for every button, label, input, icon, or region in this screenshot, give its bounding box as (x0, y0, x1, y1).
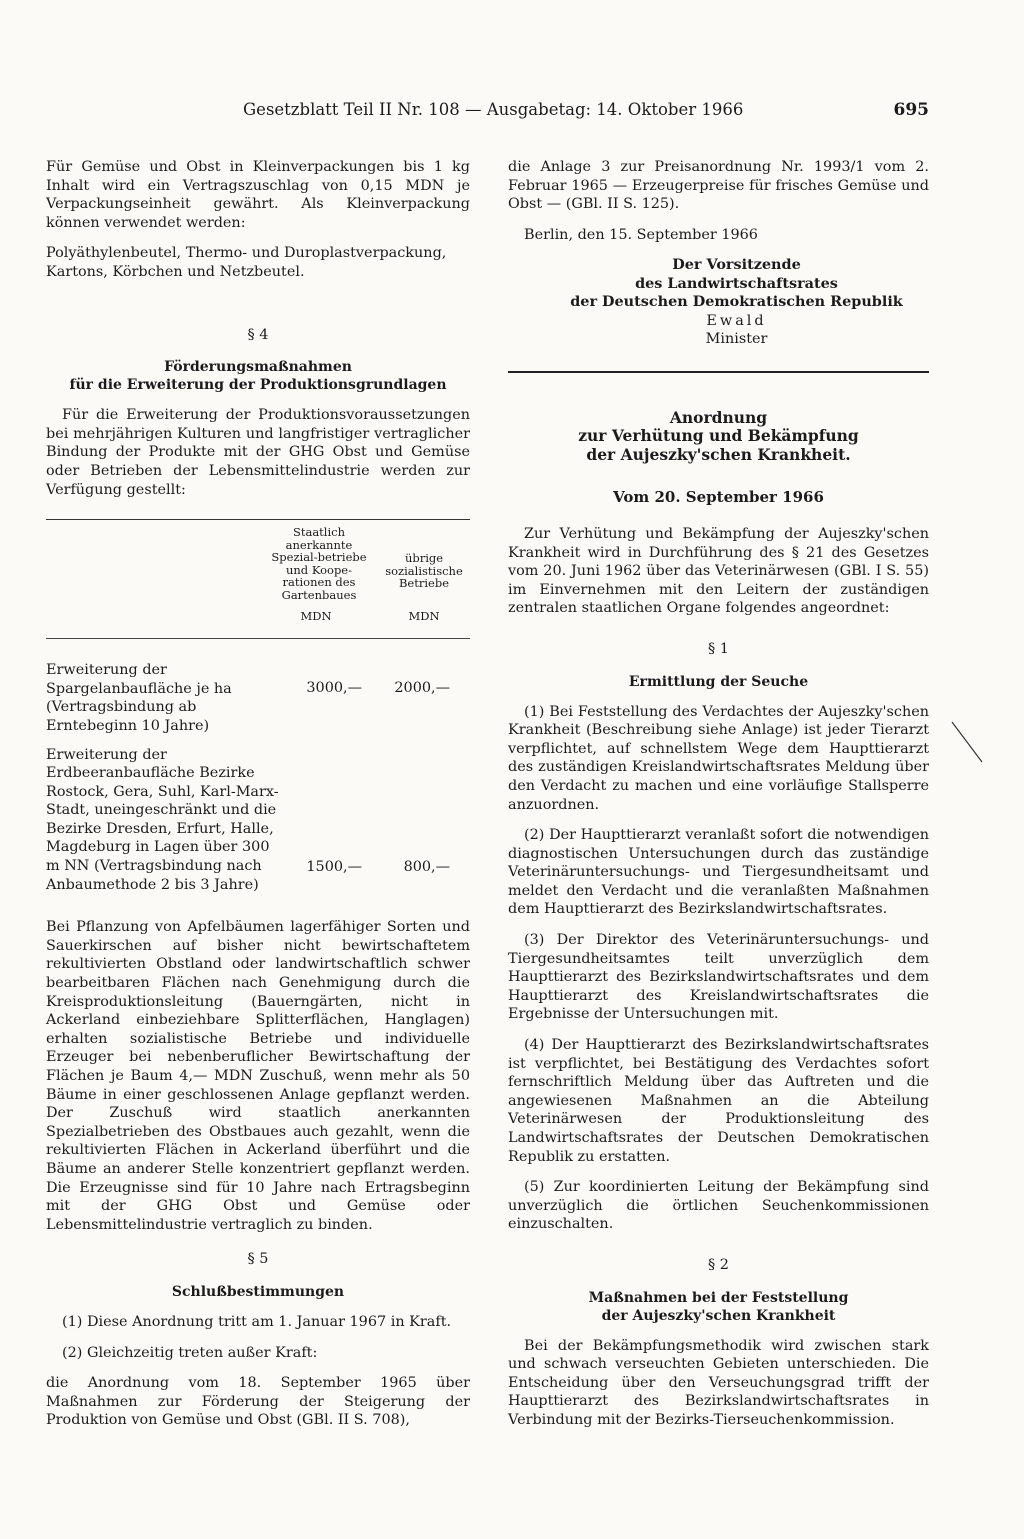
heading-line: Förderungsmaßnahmen (164, 359, 352, 376)
signature-name: Ewald (706, 312, 767, 329)
title-line: zur Verhütung und Bekämpfung (578, 426, 859, 446)
paragraph: Zur Verhütung und Bekämpfung der Aujeszky'schen Krankheit wird in Durchführung des § 21 des Gesetzes vom 20. Juni 1962 über das Veterinärwesen (GBl. I S. 55) im Einvernehmen mit den Leitern der zuständigen zentralen staatlichen Organe folgendes angeordnet: (508, 525, 929, 617)
margin-stroke-mark (948, 718, 988, 768)
signature-line: des Landwirtschaftsrates (635, 274, 838, 292)
paragraph: (2) Gleichzeitig treten außer Kraft: (62, 1344, 318, 1361)
signature-line: Der Vorsitzende (672, 256, 801, 274)
section-divider (508, 371, 929, 373)
section-2-heading (508, 1289, 929, 1325)
section-1-sign: § 1 (708, 640, 729, 657)
table-value: 800,— (403, 858, 450, 875)
table-row (46, 661, 470, 735)
publication-title: Gesetzblatt Teil II Nr. 108 — Ausgabetag: 14. Oktober 1966 (243, 100, 744, 119)
table-top-rule (46, 519, 470, 520)
paragraph: (4) Der Haupttierarzt des Bezirkslandwirtschaftsrates ist verpflichtet, bei Bestätigung des Verdachtes sofort fernschriftlich Meldung über das Auftreten und die angewiesenen Maßnahmen an die Abteilung Veterinärwesen der Produktionsleitung des Landwirtschaftsrates der Deutschen Demokratischen Republik zu erstatten. (508, 1037, 929, 1165)
section-2-sign: § 2 (708, 1256, 729, 1273)
paragraph: (2) Der Haupttierarzt veranlaßt sofort die notwendigen diagnostischen Untersuchungen durch das zuständige Veterinäruntersuchungs- und Tiergesundheitsamt und meldet den Verdacht und die veranlaßten Maßnahmen dem Haupttierarzt des Bezirkslandwirtschaftsrates. (508, 827, 929, 918)
paragraph: (5) Zur koordinierten Leitung der Bekämpfung sind unverzüglich die örtlichen Seuchenkommissionen einzuschalten. (508, 1179, 929, 1233)
table-value: 3000,— (306, 680, 362, 697)
table-value: 1500,— (306, 858, 362, 875)
title-line: der Aujeszky'schen Krankheit. (586, 444, 851, 464)
paragraph: Bei Pflanzung von Apfelbäumen lagerfähiger Sorten und Sauerkirschen auf bisher nicht bewirtschaftetem rekultivierten Obstland oder landwirtschaftlich schwer bearbeitbaren Flächen nach Genehmigung durch die Kreisproduktionsleitung (Bauerngärten, nicht in Ackerland einbeziehbare Splitterflächen, Hanglagen) erhalten sozialistische Betriebe und individuelle Erzeuger bei nebenberuflicher Bewirtschaftung der Flächen je Baum 4,— MDN Zuschuß, wenn mehr als 50 Bäume in einer geschlossenen Anlage gepflanzt werden. Der Zuschuß wird staatlich anerkannten Spezialbetrieben des Obstbaues auch gezahlt, wenn die rekultivierten Flächen in Ackerland überführt und die Bäume an anderer Stelle konzentriert gepflanzt werden. Die Erzeugnisse sind für 10 Jahre nach Ertragsbeginn mit der GHG Obst und Gemüse oder Lebensmittelindustrie vertraglich zu binden. (46, 919, 470, 1233)
paragraph: Für Gemüse und Obst in Kleinverpackungen bis 1 kg Inhalt wird ein Vertragszuschlag von 0,15 MDN je Verpackungseinheit gewährt. Als Kleinverpackung können verwendet werden: (46, 159, 470, 231)
paragraph: (1) Diese Anordnung tritt am 1. Januar 1967 in Kraft. (62, 1313, 452, 1330)
heading-line: für die Erweiterung der Produktionsgrundlagen (69, 377, 447, 394)
section-5-sign: § 5 (247, 1251, 269, 1268)
table-unit1: MDN (300, 609, 332, 624)
table-row (46, 746, 470, 895)
paragraph: die Anlage 3 zur Preisanordnung Nr. 1993/1 vom 2. Februar 1965 — Erzeugerpreise für frisches Gemüse und Obst — (GBl. II S. 125). (508, 159, 929, 213)
paragraph: Polyäthylenbeutel, Thermo- und Duroplastverpackung, Kartons, Körbchen und Netzbeutel. (46, 245, 447, 280)
page-number: 695 (893, 100, 929, 120)
left-column (46, 158, 470, 1442)
signature-title: Minister (705, 331, 768, 348)
section-5-heading: Schlußbestimmungen (171, 1283, 345, 1300)
ordinance-date: Vom 20. September 1966 (613, 488, 824, 507)
title-line: Anordnung (669, 407, 768, 427)
heading-line: der Aujeszky'schen Krankheit (601, 1307, 836, 1324)
table-col2-header: übrige sozialistische Betriebe (385, 551, 463, 591)
table-header (46, 526, 470, 632)
paragraph: (3) Der Direktor des Veterinäruntersuchungs- und Tiergesundheitsamtes teilt unverzüglich dem Haupttierarzt des Bezirkslandwirtschaftsrates und dem Haupttierarzt des Kreislandwirtschaftsrates die Ergebnisse der Untersuchungen mit. (508, 932, 929, 1023)
table-header-rule (46, 638, 470, 639)
section-1-heading: Ermittlung der Seuche (628, 673, 809, 690)
place-date: Berlin, den 15. September 1966 (524, 226, 758, 243)
table-value: 2000,— (394, 680, 450, 697)
paragraph: Für die Erweiterung der Produktionsvoraussetzungen bei mehrjährigen Kulturen und langfristiger vertraglicher Bindung der Produkte mit der GHG Obst und Gemüse oder Betrieben der Lebensmittelindustrie werden zur Verfügung gestellt: (46, 407, 470, 498)
ordinance-title (508, 409, 929, 465)
signature-line: der Deutschen Demokratischen Republik (570, 293, 903, 311)
heading-line: Maßnahmen bei der Feststellung (588, 1289, 849, 1306)
paragraph: (1) Bei Feststellung des Verdachtes der Aujeszky'schen Krankheit (Beschreibung siehe Anlage) ist jeder Tierarzt verpflichtet, auf schnellstem Wege dem Haupttierarzt des zuständigen Kreislandwirtschaftsrates Meldung über den Verdacht zu machen und eine vorläufige Stallsperre anzuordnen. (508, 703, 929, 813)
right-column (508, 158, 929, 1442)
paragraph: die Anordnung vom 18. September 1965 über Maßnahmen zur Förderung der Steigerung der Produktion von Gemüse und Obst (GBl. II S. 708), (46, 1375, 470, 1429)
paragraph: Bei der Bekämpfungsmethodik wird zwischen stark und schwach verseuchten Gebieten unterschieden. Die Entscheidung über den Verseuchungsgrad trifft der Haupttierarzt des Bezirkslandwirtschaftsrates in Verbindung mit der Bezirks-Tierseuchenkommission. (508, 1337, 929, 1428)
table-row-label: Erweiterung der Spargelanbaufläche je ha (Vertragsbindung ab Erntebeginn 10 Jahre) (46, 662, 232, 734)
table-col1-header: Staatlich anerkannte Spezial-betriebe und Koope-rationen des Gartenbaues (271, 525, 367, 602)
section-4-sign: § 4 (247, 326, 269, 343)
table-unit2: MDN (408, 609, 440, 624)
section-4-heading (46, 358, 470, 394)
table-row-label: Erweiterung der Erdbeeranbaufläche Bezirke Rostock, Gera, Suhl, Karl-Marx-Stadt, uneingeschränkt und die Bezirke Dresden, Erfurt, Halle, Magdeburg in Lagen über 300 m NN (Vertragsbindung nach Anbaumethode 2 bis 3 Jahre) (46, 746, 279, 893)
